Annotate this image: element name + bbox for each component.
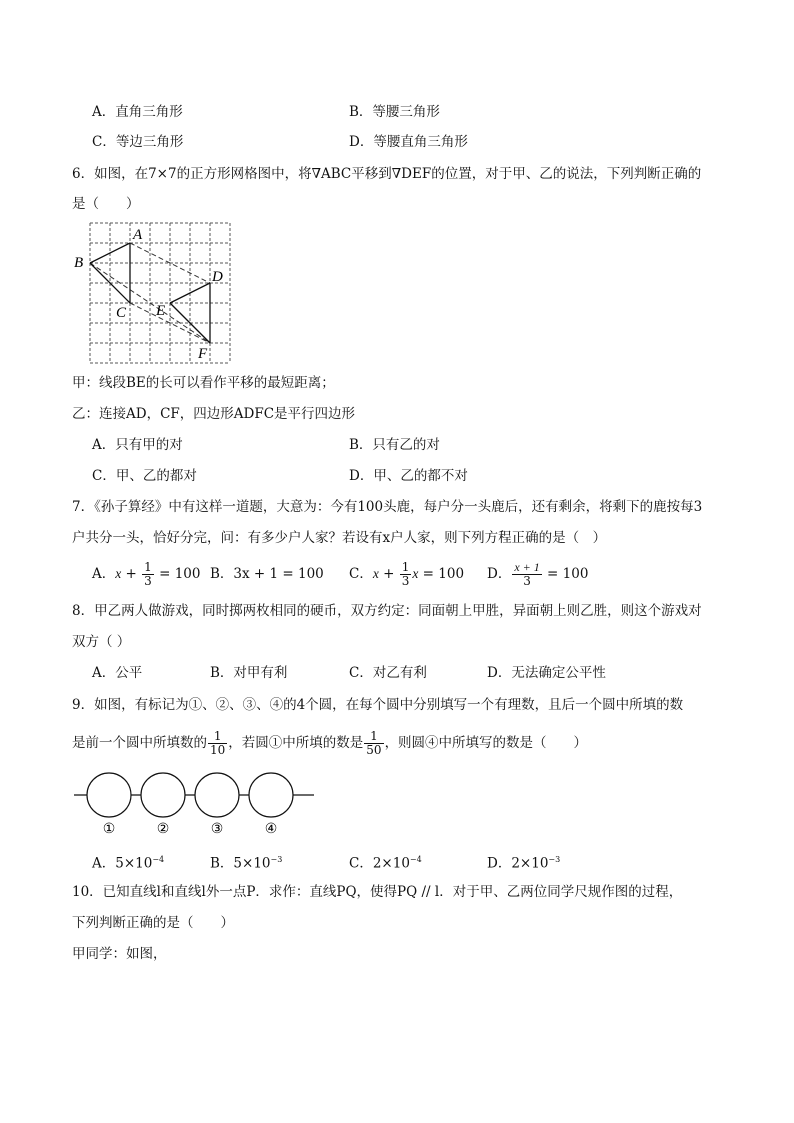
- q8-option-c: C．对乙有利: [349, 665, 427, 681]
- q9-option-a: A．$5\times 10^{-4}$: [92, 855, 165, 872]
- q10-stem-line3: 甲同学：如图，: [72, 946, 167, 962]
- q9-option-b: B．$5\times 10^{-3}$: [210, 855, 283, 872]
- q6-option-a: A．只有甲的对: [92, 437, 183, 453]
- q8-stem-line2: 双方（ ）: [72, 634, 131, 650]
- q6-option-c: C．甲、乙的都对: [92, 468, 197, 484]
- q10-stem-line1: 10．已知直线l和直线l外一点P．求作：直线PQ，使得PQ // l．对于甲、乙两位同学尺规作图的过程，: [72, 884, 683, 900]
- q8-option-a: A．公平: [92, 665, 143, 681]
- q7-option-c: C．x + $\frac{1}{3}$ x = 100: [349, 560, 465, 588]
- q9-circle-label-1: ①: [102, 822, 116, 837]
- q6-label-f: F: [198, 346, 208, 362]
- q9-stem-line2: 是前一个圆中所填数的 $\frac{1}{10}$ ，若圆①中所填的数是 $\frac{1}{50}$ ，则圆④中所填写的数是（ ）: [72, 729, 588, 757]
- q6-label-b: B: [74, 255, 84, 271]
- q9-circle-label-4: ④: [264, 822, 278, 837]
- q9-stem-line1: 9．如图，有标记为①、②、③、④的4个圆，在每个圆中分别填写一个有理数，且后一个圆中所填的数: [72, 697, 684, 713]
- q7-option-d: D． $\frac{x + 1}{3}$ = 100: [487, 560, 589, 588]
- q6-label-d: D: [212, 269, 223, 285]
- q6-grid-figure: [70, 215, 240, 365]
- q7-option-a: A．x + $\frac{1}{3}$ = 100: [92, 560, 201, 588]
- q8-option-b: B．对甲有利: [210, 665, 288, 681]
- q6-label-e: E: [156, 303, 166, 319]
- q5-option-c: C．等边三角形: [92, 134, 184, 150]
- q8-stem-line1: 8．甲乙两人做游戏，同时掷两枚相同的硬币，双方约定：同面朝上甲胜，异面朝上则乙胜，则这个游戏对: [72, 603, 702, 619]
- q6-label-a: A: [133, 227, 143, 243]
- q9-circle-label-3: ③: [210, 822, 224, 837]
- q6-stem-line2: 是（ ）: [72, 196, 140, 212]
- q6-label-c: C: [116, 305, 127, 321]
- q7-stem-line1: 7．《孙子算经》中有这样一道题，大意为：今有100头鹿，每户分一头鹿后，还有剩余，将剩下的鹿按每3: [72, 499, 703, 515]
- q8-option-d: D．无法确定公平性: [487, 665, 606, 681]
- q5-option-b: B．等腰三角形: [349, 104, 440, 120]
- q9-option-c: C．$2\times 10^{-4}$: [349, 855, 422, 872]
- q6-statement-yi: 乙：连接AD，CF，四边形ADFC是平行四边形: [72, 406, 356, 422]
- q5-option-a: A．直角三角形: [92, 104, 183, 120]
- q6-statement-jia: 甲：线段BE的长可以看作平移的最短距离；: [72, 375, 335, 391]
- q7-option-b: B．3x + 1 = 100: [210, 566, 324, 582]
- q9-circle-label-2: ②: [156, 822, 170, 837]
- q6-stem-line1: 6．如图，在7×7的正方形网格图中，将∇ABC平移到∇DEF的位置，对于甲、乙的说法，下列判断正确的: [72, 166, 702, 182]
- q5-option-d: D．等腰直角三角形: [349, 134, 468, 150]
- q10-stem-line2: 下列判断正确的是（ ）: [72, 915, 234, 931]
- q6-option-b: B．只有乙的对: [349, 437, 440, 453]
- q9-option-d: D．$2\times 10^{-3}$: [487, 855, 561, 872]
- q9-circles-figure: [74, 770, 319, 840]
- q7-stem-line2: 户共分一头，恰好分完，问：有多少户人家？若设有x户人家，则下列方程正确的是（ ）: [72, 530, 607, 546]
- q6-option-d: D．甲、乙的都不对: [349, 468, 468, 484]
